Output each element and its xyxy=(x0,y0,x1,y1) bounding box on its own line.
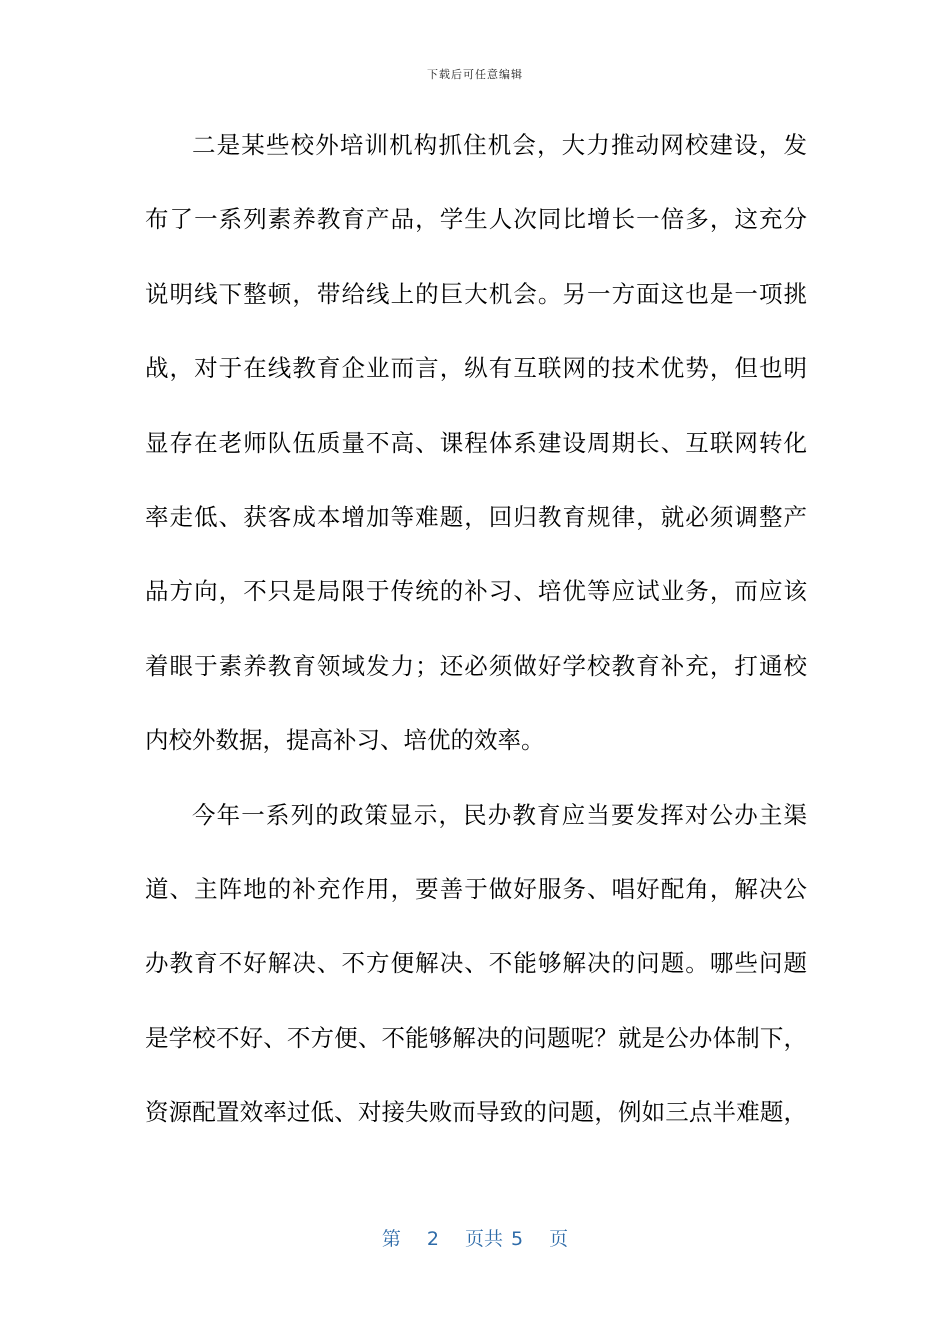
text-line: 二是某些校外培训机构抓住机会，大力推动网校建设，发 xyxy=(192,131,807,159)
footer-suffix: 页 xyxy=(549,1228,569,1250)
text-line: 品方向，不只是局限于传统的补习、培优等应试业务，而应该 xyxy=(145,577,807,606)
text-line: 率走低、获客成本增加等难题，回归教育规律，就必须调整产 xyxy=(145,502,807,531)
text-line: 今年一系列的政策显示，民办教育应当要发挥对公办主渠 xyxy=(192,800,807,829)
text-line: 显存在老师队伍质量不高、课程体系建设周期长、互联网转化 xyxy=(145,428,807,457)
text-line: 布了一系列素养教育产品，学生人次同比增长一倍多，这充分 xyxy=(145,205,807,234)
page-footer xyxy=(0,1224,950,1251)
footer-middle: 页共 xyxy=(464,1228,503,1250)
text-line: 说明线下整顿，带给线上的巨大机会。另一方面这也是一项挑 xyxy=(145,279,807,308)
footer-prefix: 第 xyxy=(381,1228,401,1250)
footer-total-pages: 5 xyxy=(511,1228,524,1250)
page-header: 下载后可任意编辑 xyxy=(427,68,523,81)
footer-current-page: 2 xyxy=(426,1228,439,1250)
text-line: 内校外数据，提高补习、培优的效率。 xyxy=(145,726,545,755)
paragraph-1 xyxy=(145,120,807,790)
text-line: 是学校不好、不方便、不能够解决的问题呢？就是公办体制下， xyxy=(145,1023,807,1052)
text-line: 办教育不好解决、不方便解决、不能够解决的问题。哪些问题 xyxy=(145,949,807,978)
text-line: 着眼于素养教育领域发力；还必须做好学校教育补充，打通校 xyxy=(145,651,807,680)
text-line: 战，对于在线教育企业而言，纵有互联网的技术优势，但也明 xyxy=(145,354,807,383)
paragraph-2 xyxy=(145,790,807,1162)
document-body xyxy=(145,120,807,1161)
text-line: 资源配置效率过低、对接失败而导致的问题，例如三点半难题， xyxy=(145,1098,807,1127)
text-line: 道、主阵地的补充作用，要善于做好服务、唱好配角，解决公 xyxy=(145,874,807,903)
